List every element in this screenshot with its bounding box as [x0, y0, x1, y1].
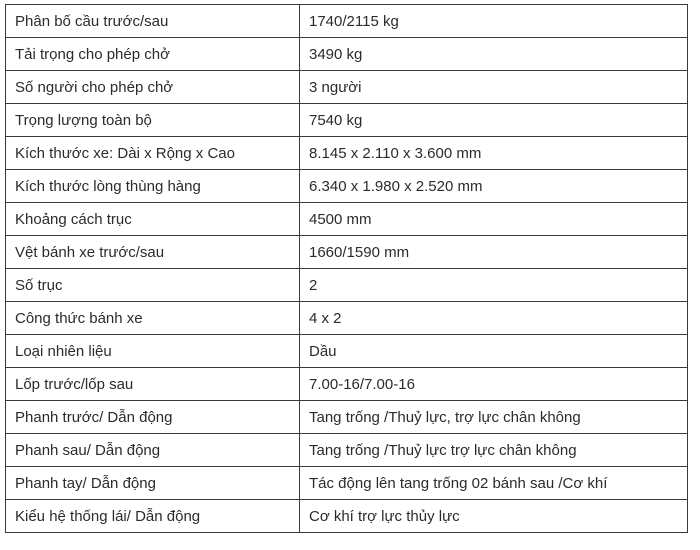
table-row [6, 401, 688, 434]
spec-table [5, 4, 688, 533]
spec-label: Loại nhiên liệu [6, 335, 300, 368]
spec-value: 4 x 2 [300, 302, 688, 335]
spec-value: 7.00-16/7.00-16 [300, 368, 688, 401]
spec-label: Lốp trước/lốp sau [6, 368, 300, 401]
spec-value: 3 người [300, 71, 688, 104]
table-row [6, 170, 688, 203]
spec-value: Tang trống /Thuỷ lực, trợ lực chân không [300, 401, 688, 434]
spec-label: Số người cho phép chở [6, 71, 300, 104]
table-row [6, 467, 688, 500]
spec-value: 3490 kg [300, 38, 688, 71]
spec-value: Tang trống /Thuỷ lực trợ lực chân không [300, 434, 688, 467]
spec-label: Kiểu hệ thống lái/ Dẫn động [6, 500, 300, 533]
table-row [6, 38, 688, 71]
spec-label: Kích thước lòng thùng hàng [6, 170, 300, 203]
table-row [6, 302, 688, 335]
spec-table-body [6, 5, 688, 533]
spec-value: 1660/1590 mm [300, 236, 688, 269]
spec-value: 1740/2115 kg [300, 5, 688, 38]
table-row [6, 368, 688, 401]
spec-label: Số trục [6, 269, 300, 302]
spec-label: Phanh sau/ Dẫn động [6, 434, 300, 467]
spec-value: 8.145 x 2.110 x 3.600 mm [300, 137, 688, 170]
spec-value: Tác động lên tang trống 02 bánh sau /Cơ khí [300, 467, 688, 500]
spec-label: Vệt bánh xe trước/sau [6, 236, 300, 269]
table-row [6, 500, 688, 533]
table-row [6, 434, 688, 467]
spec-label: Phân bố cầu trước/sau [6, 5, 300, 38]
spec-value: Cơ khí trợ lực thủy lực [300, 500, 688, 533]
table-row [6, 335, 688, 368]
table-row [6, 203, 688, 236]
table-row [6, 71, 688, 104]
spec-label: Trọng lượng toàn bộ [6, 104, 300, 137]
spec-label: Khoảng cách trục [6, 203, 300, 236]
spec-label: Kích thước xe: Dài x Rộng x Cao [6, 137, 300, 170]
table-row [6, 269, 688, 302]
spec-value: 2 [300, 269, 688, 302]
spec-value: 4500 mm [300, 203, 688, 236]
table-row [6, 236, 688, 269]
table-row [6, 104, 688, 137]
spec-value: Dầu [300, 335, 688, 368]
table-row [6, 5, 688, 38]
spec-label: Công thức bánh xe [6, 302, 300, 335]
spec-label: Phanh trước/ Dẫn động [6, 401, 300, 434]
spec-label: Phanh tay/ Dẫn động [6, 467, 300, 500]
table-row [6, 137, 688, 170]
spec-value: 6.340 x 1.980 x 2.520 mm [300, 170, 688, 203]
spec-value: 7540 kg [300, 104, 688, 137]
spec-label: Tải trọng cho phép chở [6, 38, 300, 71]
